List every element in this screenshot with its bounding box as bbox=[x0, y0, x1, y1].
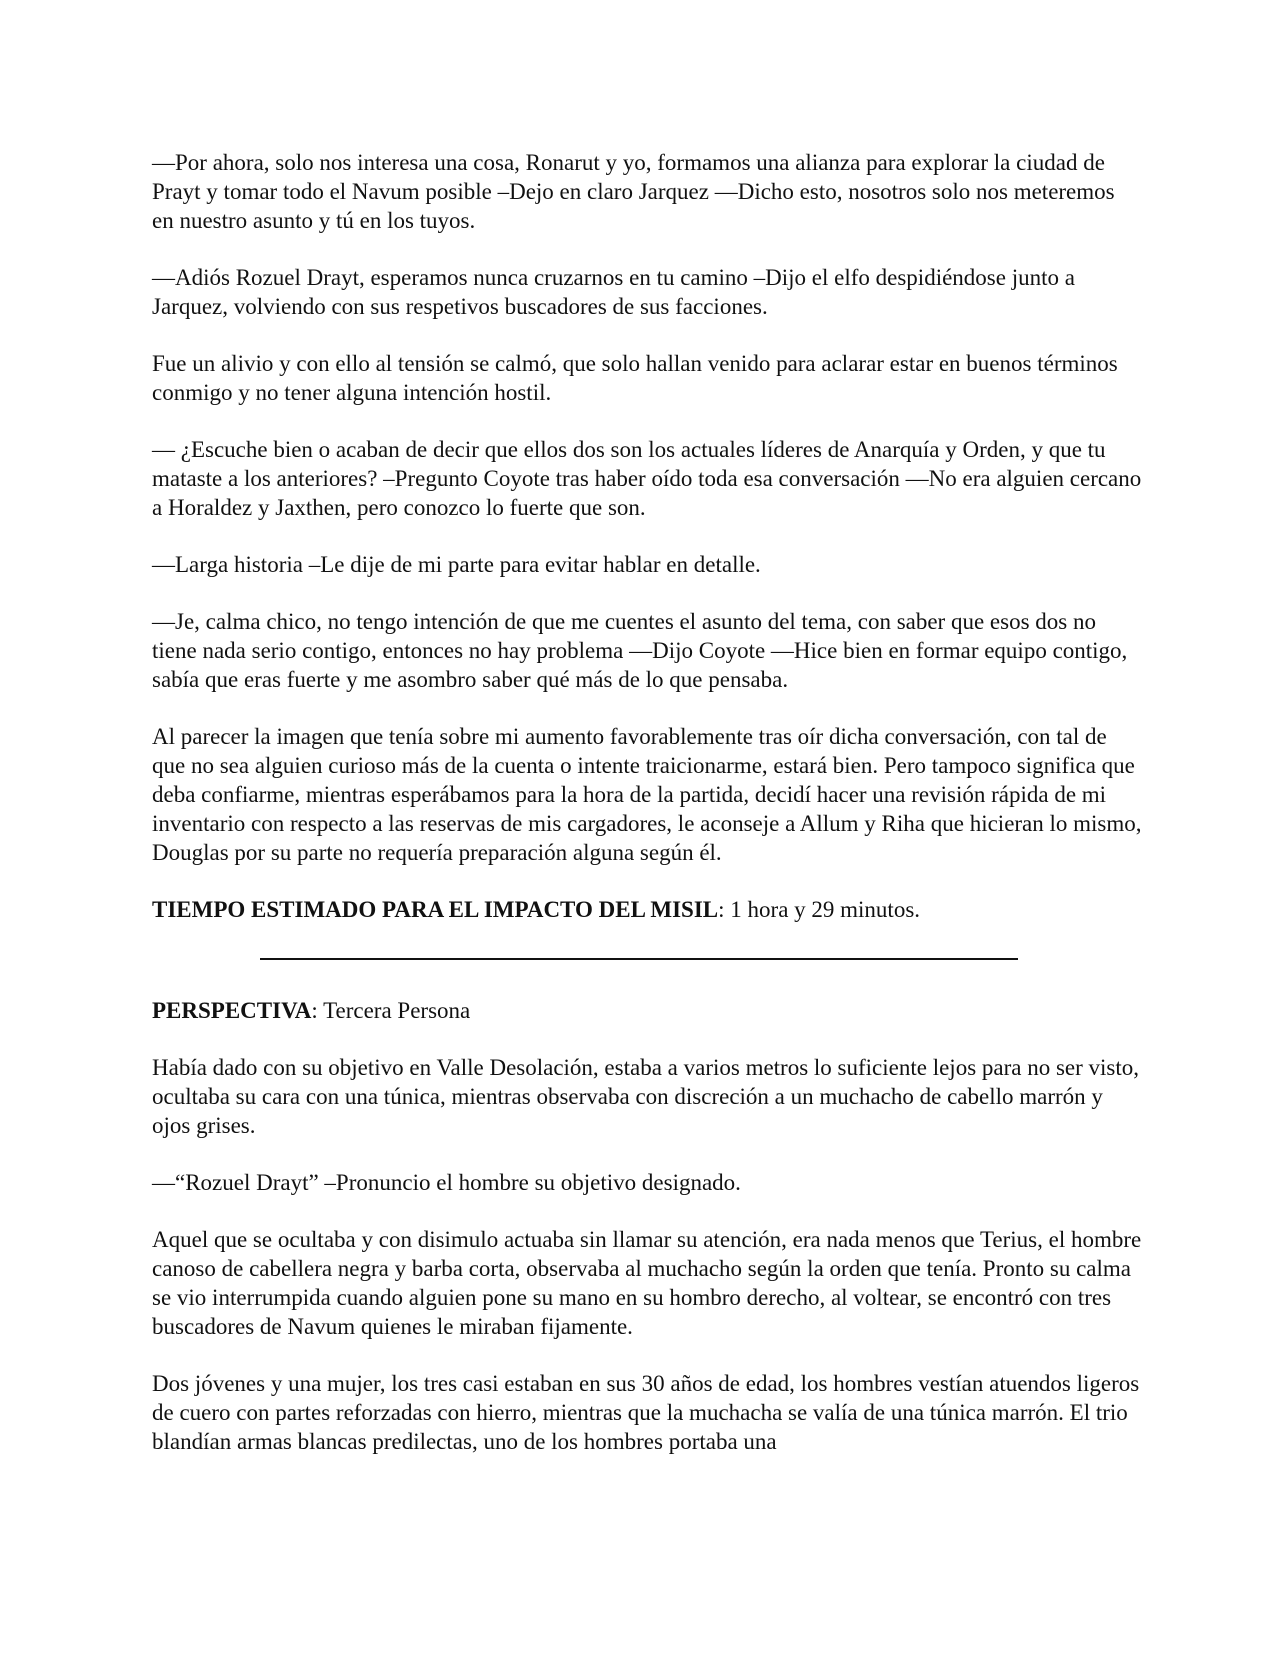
paragraph: Fue un alivio y con ello al tensión se calmó, que solo hallan venido para aclarar estar en buenos términos conmigo y no tener alguna intención hostil. bbox=[152, 351, 1118, 405]
missile-timer-value: : 1 hora y 29 minutos. bbox=[718, 897, 921, 922]
paragraph: —Adiós Rozuel Drayt, esperamos nunca cruzarnos en tu camino –Dijo el elfo despidiéndose junto a Jarquez, volviendo con sus respetivos buscadores de sus facciones. bbox=[152, 265, 1075, 319]
perspective-line bbox=[152, 996, 1142, 1025]
paragraph: — ¿Escuche bien o acaban de decir que ellos dos son los actuales líderes de Anarquía y Orden, y que tu mataste a los anteriores? –Pregunto Coyote tras haber oído toda esa conversación —No era alguien cercano a Horaldez y Jaxthen, pero conozco lo fuerte que son. bbox=[152, 437, 1142, 520]
paragraph: Dos jóvenes y una mujer, los tres casi estaban en sus 30 años de edad, los hombres vestían atuendos ligeros de cuero con partes reforzadas con hierro, mientras que la muchacha se valía de una túnica marrón. El trio blandían armas blancas predilectas, uno de los hombres portaba una bbox=[152, 1371, 1140, 1454]
missile-timer-label: TIEMPO ESTIMADO PARA EL IMPACTO DEL MISIL bbox=[152, 897, 719, 922]
paragraph: —Je, calma chico, no tengo intención de que me cuentes el asunto del tema, con saber que esos dos no tiene nada serio contigo, entonces no hay problema —Dijo Coyote —Hice bien en formar equipo contigo, sabía que eras fuerte y me asombro saber qué más de lo que pensaba. bbox=[152, 609, 1128, 692]
paragraph: —Larga historia –Le dije de mi parte para evitar hablar en detalle. bbox=[152, 552, 761, 577]
perspective-label: PERSPECTIVA bbox=[152, 998, 312, 1023]
document-body bbox=[152, 148, 1142, 1484]
paragraph: —Por ahora, solo nos interesa una cosa, Ronarut y yo, formamos una alianza para explorar la ciudad de Prayt y tomar todo el Navum posible –Dejo en claro Jarquez —Dicho esto, nosotros solo nos meteremos en nuestro asunto y tú en los tuyos. bbox=[152, 150, 1115, 233]
perspective-value: : Tercera Persona bbox=[311, 998, 471, 1023]
paragraph: Al parecer la imagen que tenía sobre mi aumento favorablemente tras oír dicha conversación, con tal de que no sea alguien curioso más de la cuenta o intente traicionarme, estará bien. Pero tampoco significa que deba confiarme, mientras esperábamos para la hora de la partida, decidí hacer una revisión rápida de mi inventario con respecto a las reservas de mis cargadores, le aconseje a Allum y Riha que hicieran lo mismo, Douglas por su parte no requería preparación alguna según él. bbox=[152, 724, 1142, 865]
paragraph: Había dado con su objetivo en Valle Desolación, estaba a varios metros lo suficiente lejos para no ser visto, ocultaba su cara con una túnica, mientras observaba con discreción a un muchacho de cabello marrón y ojos grises. bbox=[152, 1055, 1140, 1138]
missile-timer-line bbox=[152, 895, 1142, 924]
section-divider bbox=[260, 958, 1018, 960]
paragraph: —“Rozuel Drayt” –Pronuncio el hombre su objetivo designado. bbox=[152, 1170, 741, 1195]
paragraph: Aquel que se ocultaba y con disimulo actuaba sin llamar su atención, era nada menos que Terius, el hombre canoso de cabellera negra y barba corta, observaba al muchacho según la orden que tenía. Pronto su calma se vio interrumpida cuando alguien pone su mano en su hombro derecho, al voltear, se encontró con tres buscadores de Navum quienes le miraban fijamente. bbox=[152, 1227, 1142, 1339]
